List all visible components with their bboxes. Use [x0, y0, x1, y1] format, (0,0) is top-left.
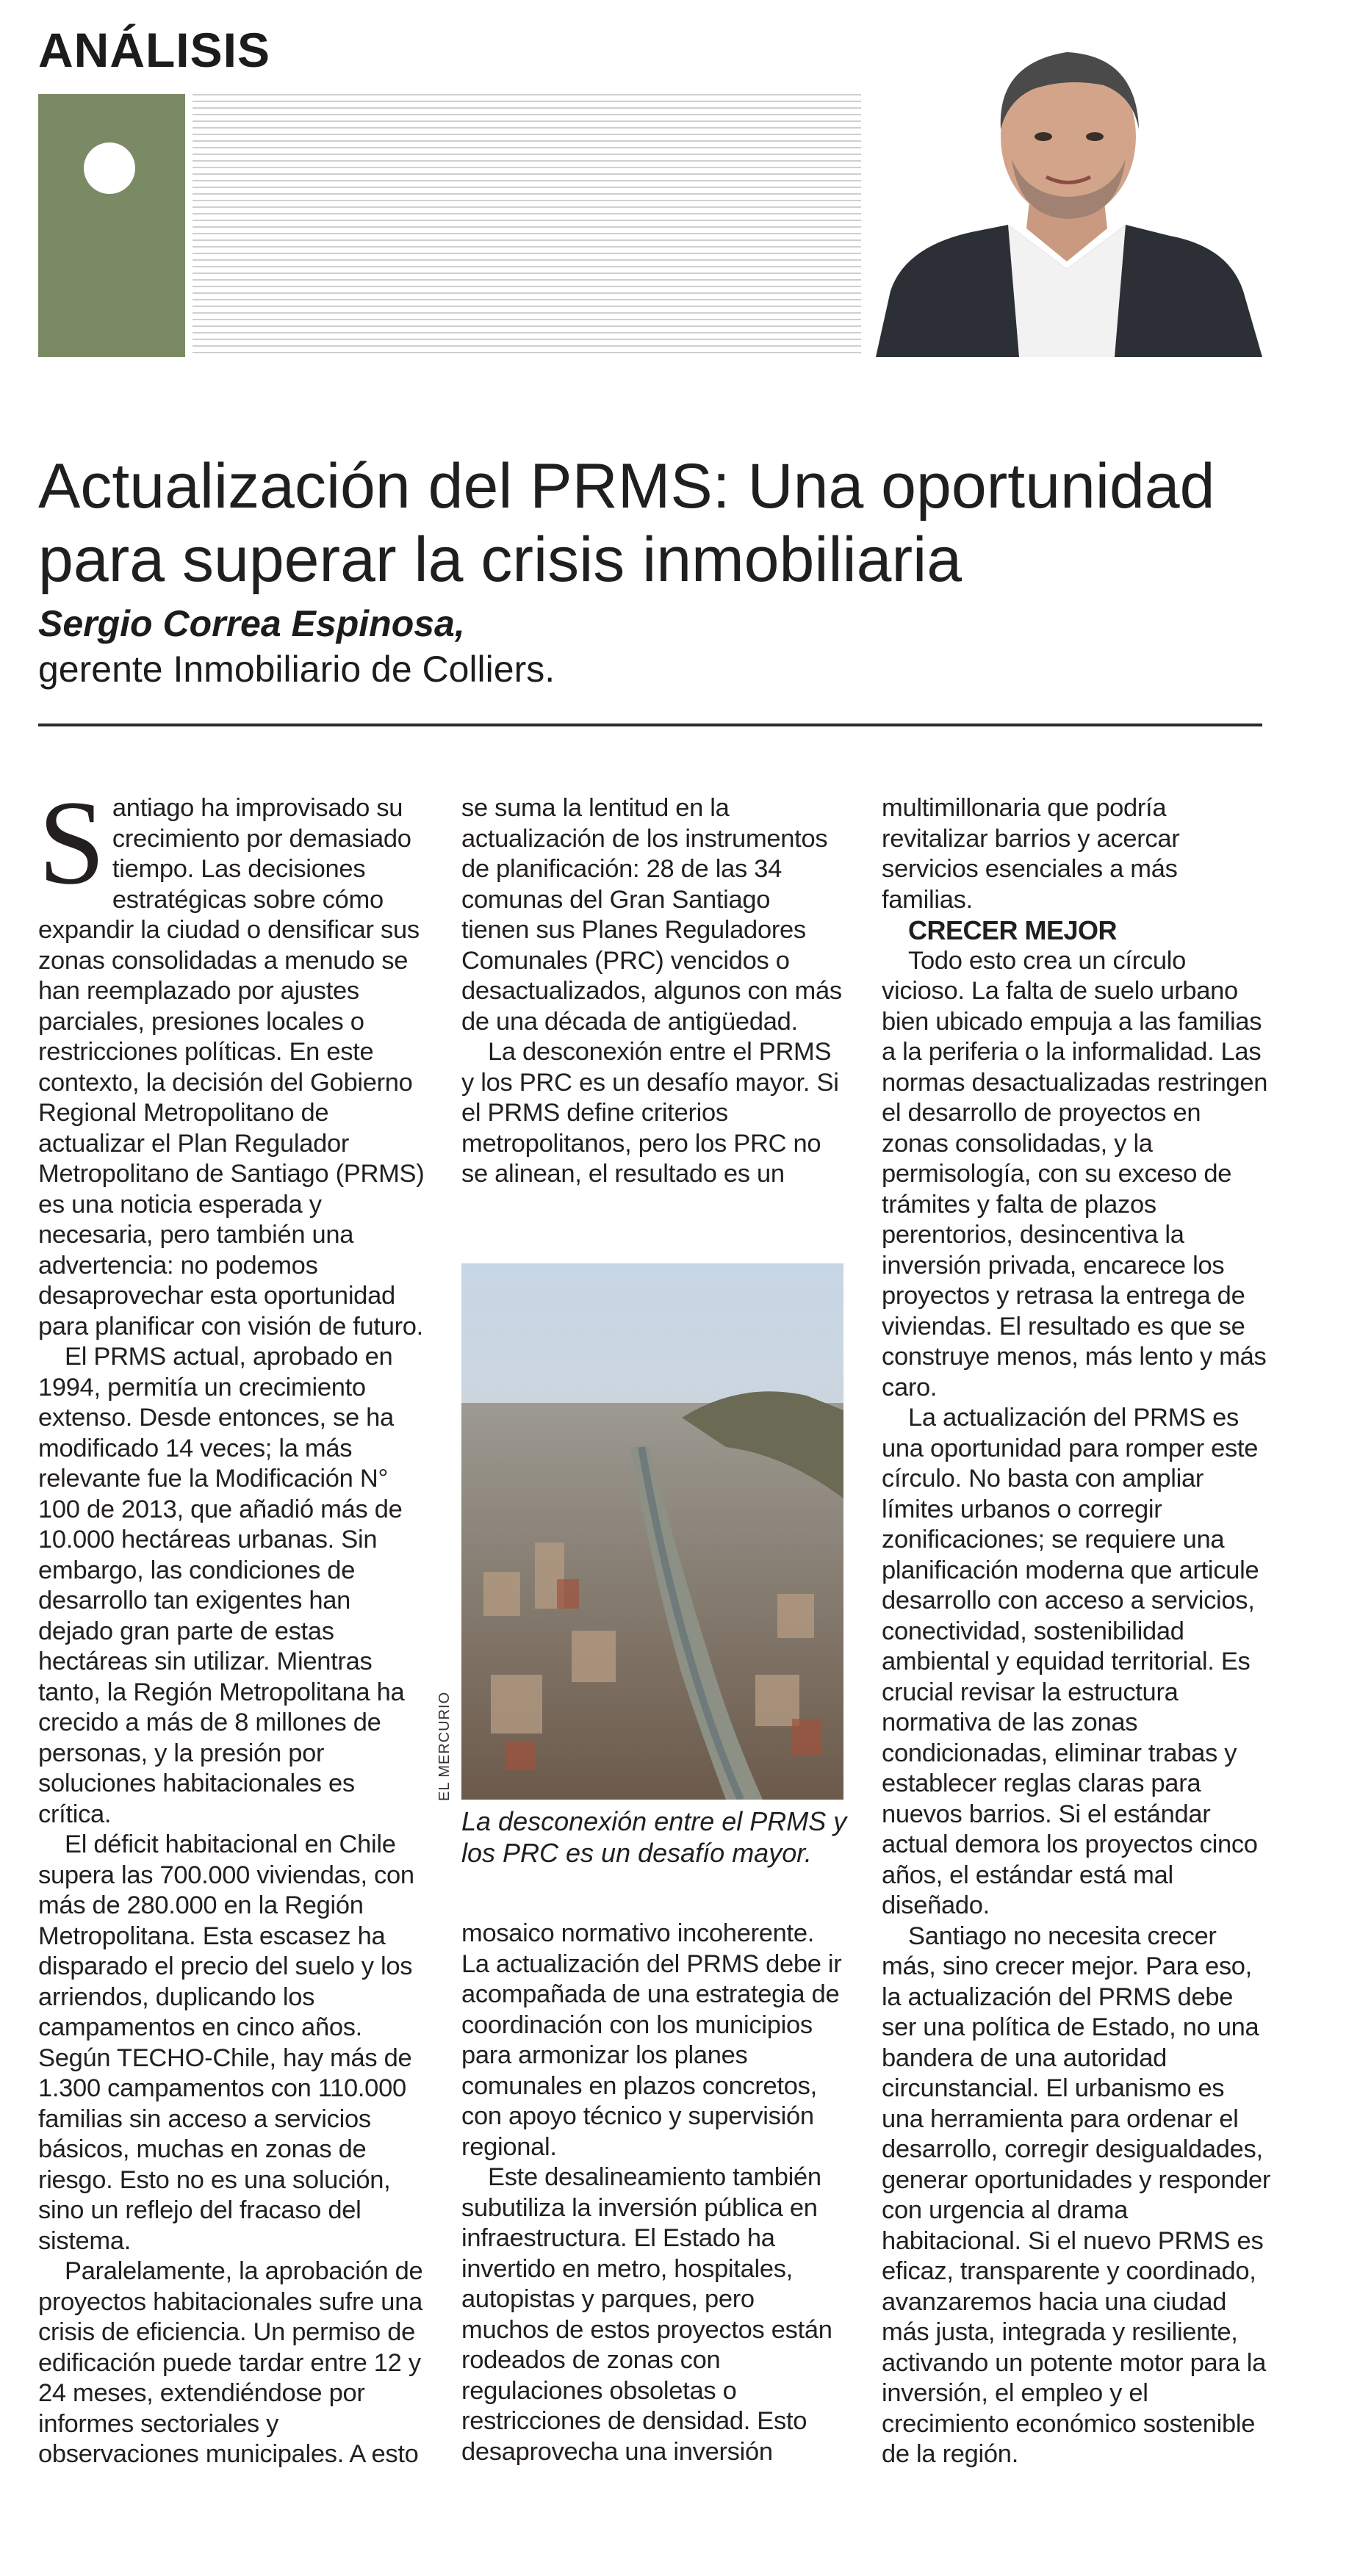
santiago-aerial-photo	[461, 1263, 843, 1800]
article-headline: Actualización del PRMS: Una oportunidad para superar la crisis inmobiliaria	[38, 451, 1215, 595]
paragraph: Santiago no necesita crecer más, sino crecer mejor. Para eso, la actualización del PRMS debe ser una política de Estado, no una bandera de una autoridad circunstancial. El urbanismo es una herramienta para ordenar el desarrollo, corregir desigualdades, generar oportunidades y responder con urgencia al drama habitacional. Si el nuevo PRMS es eficaz, transparente y coordinado, avanzaremos hacia una ciudad más justa, integrada y resiliente, activando un potente motor para la inversión, el empleo y el crecimiento económico sostenible de la región.	[882, 1922, 1271, 2468]
headline-divider	[38, 724, 1262, 726]
subheading: CRECER MEJOR	[908, 915, 1118, 945]
paragraph: El déficit habitacional en Chile supera las 700.000 viviendas, con más de 280.000 en la Región Metropolitana. Esta escasez ha disparado el precio del suelo y los arriendos, duplicando los campamentos en cinco años. Según TECHO-Chile, hay más de 1.300 campamentos con 110.000 familias sin acceso a servicios básicos, muchas en zonas de riesgo. Esto no es una solución, sino un reflejo del fracaso del sistema.	[38, 1830, 414, 2255]
paragraph: multimillonaria que podría revitalizar barrios y acercar servicios esenciales a más familias.	[882, 794, 1180, 914]
photo-credit: EL MERCURIO	[436, 1691, 453, 1801]
drop-cap: S	[38, 776, 105, 909]
body-column-2-bottom	[461, 1919, 843, 2467]
section-color-block	[38, 94, 185, 357]
author-role: gerente Inmobiliario de Colliers.	[38, 649, 555, 690]
paragraph: se suma la lentitud en la actualización de los instrumentos de planificación: 28 de las 34 comunas del Gran Santiago tienen sus Planes Reguladores Comunales (PRC) vencidos o desactualizados, algunos con más de una década de antigüedad.	[461, 794, 842, 1036]
paragraph: Este desalineamiento también subutiliza la inversión pública en infraestructura. El Estado ha invertido en metro, hospitales, autopistas y parques, pero muchos de estos proyectos están rodeados de zonas con regulaciones obsoletas o restricciones de densidad. Esto desaprovecha una inversión	[461, 2163, 832, 2466]
paragraph: Santiago ha improvisado su crecimiento por demasiado tiempo. Las decisiones estratégicas sobre cómo expandir la ciudad o densificar sus zonas consolidadas a menudo se han reemplazado por ajustes parciales, presiones locales o restricciones políticas. En este contexto, la decisión del Gobierno Regional Metropolitano de actualizar el Plan Regulador Metropolitano de Santiago (PRMS) es una noticia esperada y necesaria, pero también una advertencia: no podemos desaprovechar esta oportunidad para planificar con visión de futuro.	[38, 776, 425, 1341]
author-portrait	[861, 26, 1262, 357]
dot-icon	[84, 142, 135, 194]
body-column-2-top	[461, 793, 843, 1190]
paragraph: Todo esto crea un círculo vicioso. La falta de suelo urbano bien ubicado empuja a las familias a la periferia o la informalidad. Las normas desactualizadas restringen el desarrollo de proyectos en zonas consolidadas, y la permisología, con su exceso de trámites y falta de plazos perentorios, desincentiva la inversión privada, encarece los proyectos y retrasa la entrega de viviendas. El resultado es que se construye menos, más lento y más caro.	[882, 946, 1268, 1401]
paragraph: Paralelamente, la aprobación de proyectos habitacionales sufre una crisis de eficiencia. Un permiso de edificación puede tardar entre 12 y 24 meses, extendiéndose por informes sectoriales y observaciones municipales. A esto	[38, 2257, 423, 2468]
section-label: ANÁLISIS	[38, 23, 271, 77]
photo-caption: La desconexión entre el PRMS y los PRC es un desafío mayor.	[461, 1806, 847, 1868]
body-column-3	[882, 793, 1271, 2470]
paragraph: mosaico normativo incoherente. La actualización del PRMS debe ir acompañada de una estrategia de coordinación con los municipios para armonizar los planes comunales en plazos concretos, con apoyo técnico y supervisión regional.	[461, 1919, 842, 2161]
paragraph: El PRMS actual, aprobado en 1994, permitía un crecimiento extenso. Desde entonces, se ha modificado 14 veces; la más relevante fue la Modificación N° 100 de 2013, que añadió más de 10.000 hectáreas urbanas. Sin embargo, las condiciones de desarrollo tan exigentes han dejado gran parte de estas hectáreas sin utilizar. Mientras tanto, la Región Metropolitana ha crecido a más de 8 millones de personas, y la presión por soluciones habitacionales es crítica.	[38, 1343, 405, 1828]
author-name: Sergio Correa Espinosa,	[38, 603, 465, 644]
paragraph: La desconexión entre el PRMS y los PRC es un desafío mayor. Si el PRMS define criterios metropolitanos, pero los PRC no se alinean, el resultado es un	[461, 1038, 839, 1188]
paragraph: La actualización del PRMS es una oportunidad para romper este círculo. No basta con ampliar límites urbanos o corregir zonificaciones; se requiere una planificación moderna que articule desarrollo con acceso a servicios, conectividad, sostenibilidad ambiental y equidad territorial. Es crucial revisar la estructura normativa de las zonas condicionadas, eliminar trabas y establecer reglas claras para nuevos barrios. Si el estándar actual demora los proyectos cinco años, el estándar está mal diseñado.	[882, 1404, 1259, 1919]
body-column-1	[38, 776, 429, 2470]
